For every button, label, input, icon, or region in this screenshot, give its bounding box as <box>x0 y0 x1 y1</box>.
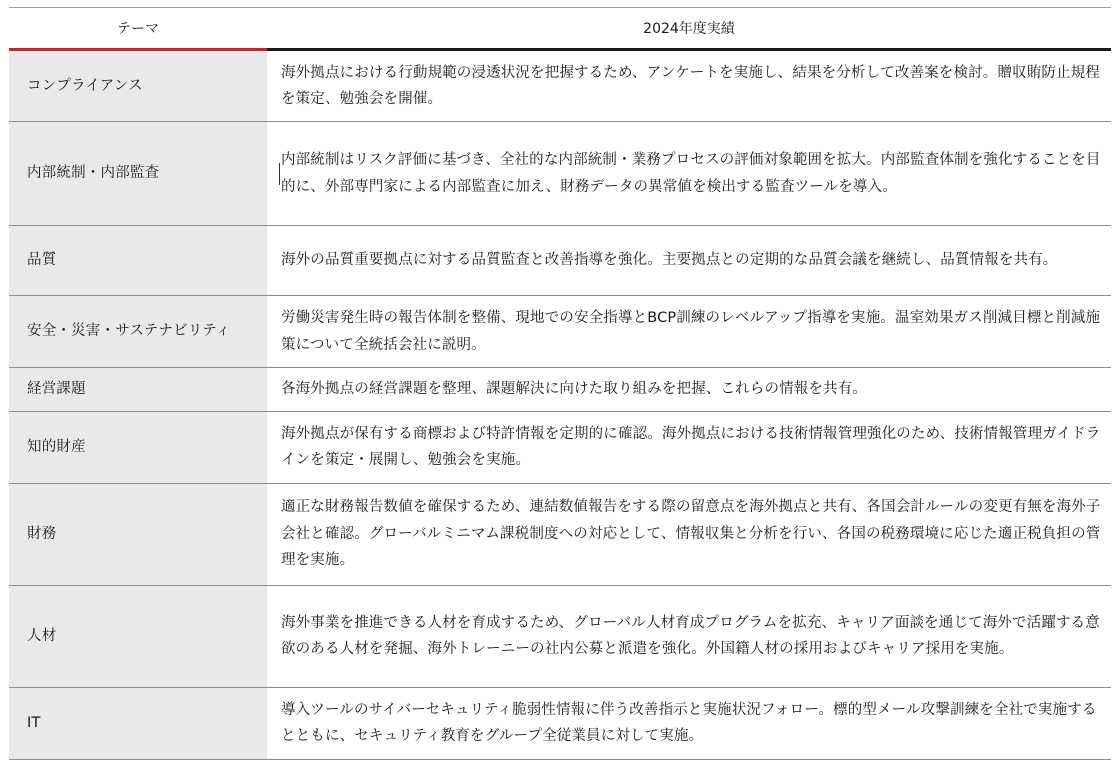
row-result: 導入ツールのサイバーセキュリティ脆弱性情報に伴う改善指示と実施状況フォロー。標的型メール攻撃訓練を全社で実施するとともに、セキュリティ教育をグループ全従業員に対して実施。 <box>267 687 1111 759</box>
row-theme: 経営課題 <box>9 368 267 412</box>
table-row <box>9 411 1111 483</box>
results-table <box>9 7 1111 760</box>
text-cursor <box>279 163 280 185</box>
row-theme: 内部統制・内部監査 <box>9 122 267 226</box>
table-body <box>9 50 1111 760</box>
row-result: 海外事業を推進できる人材を育成するため、グローバル人材育成プログラムを拡充、キャリア面談を通じて海外で活躍する意欲のある人材を発掘、海外トレーニーの社内公募と派遣を強化。外国籍人材の採用およびキャリア採用を実施。 <box>267 585 1111 687</box>
row-result: 海外拠点が保有する商標および特許情報を定期的に確認。海外拠点における技術情報管理強化のため、技術情報管理ガイドラインを策定・展開し、勉強会を実施。 <box>267 411 1111 483</box>
table-row <box>9 585 1111 687</box>
row-result: 内部統制はリスク評価に基づき、全社的な内部統制・業務プロセスの評価対象範囲を拡大。内部監査体制を強化することを目的に、外部専門家による内部監査に加え、財務データの異常値を検出する監査ツールを導入。 <box>267 122 1111 226</box>
row-theme: 安全・災害・サステナビリティ <box>9 296 267 368</box>
row-result: 労働災害発生時の報告体制を整備、現地での安全指導とBCP訓練のレベルアップ指導を実施。温室効果ガス削減目標と削減施策について全統括会社に説明。 <box>267 296 1111 368</box>
header-theme: テーマ <box>9 8 267 50</box>
row-theme: 人材 <box>9 585 267 687</box>
table-row <box>9 483 1111 585</box>
row-result: 海外の品質重要拠点に対する品質監査と改善指導を強化。主要拠点との定期的な品質会議を継続し、品質情報を共有。 <box>267 226 1111 296</box>
row-theme: IT <box>9 687 267 759</box>
table-row <box>9 296 1111 368</box>
table-header <box>9 8 1111 50</box>
row-theme: 知的財産 <box>9 411 267 483</box>
table-row <box>9 368 1111 412</box>
row-theme: 品質 <box>9 226 267 296</box>
row-result: 各海外拠点の経営課題を整理、課題解決に向けた取り組みを把握、これらの情報を共有。 <box>267 368 1111 412</box>
header-row <box>9 8 1111 50</box>
header-result: 2024年度実績 <box>267 8 1111 50</box>
table-row <box>9 226 1111 296</box>
row-result: 海外拠点における行動規範の浸透状況を把握するため、アンケートを実施し、結果を分析して改善案を検討。贈収賄防止規程を策定、勉強会を開催。 <box>267 50 1111 122</box>
row-result: 適正な財務報告数値を確保するため、連結数値報告をする際の留意点を海外拠点と共有、各国会計ルールの変更有無を海外子会社と確認。グローバルミニマム課税制度への対応として、情報収集と分析を行い、各国の税務環境に応じた適正税負担の管理を実施。 <box>267 483 1111 585</box>
row-theme: 財務 <box>9 483 267 585</box>
table-row <box>9 122 1111 226</box>
row-theme: コンプライアンス <box>9 50 267 122</box>
table-row <box>9 50 1111 122</box>
table-row <box>9 687 1111 759</box>
